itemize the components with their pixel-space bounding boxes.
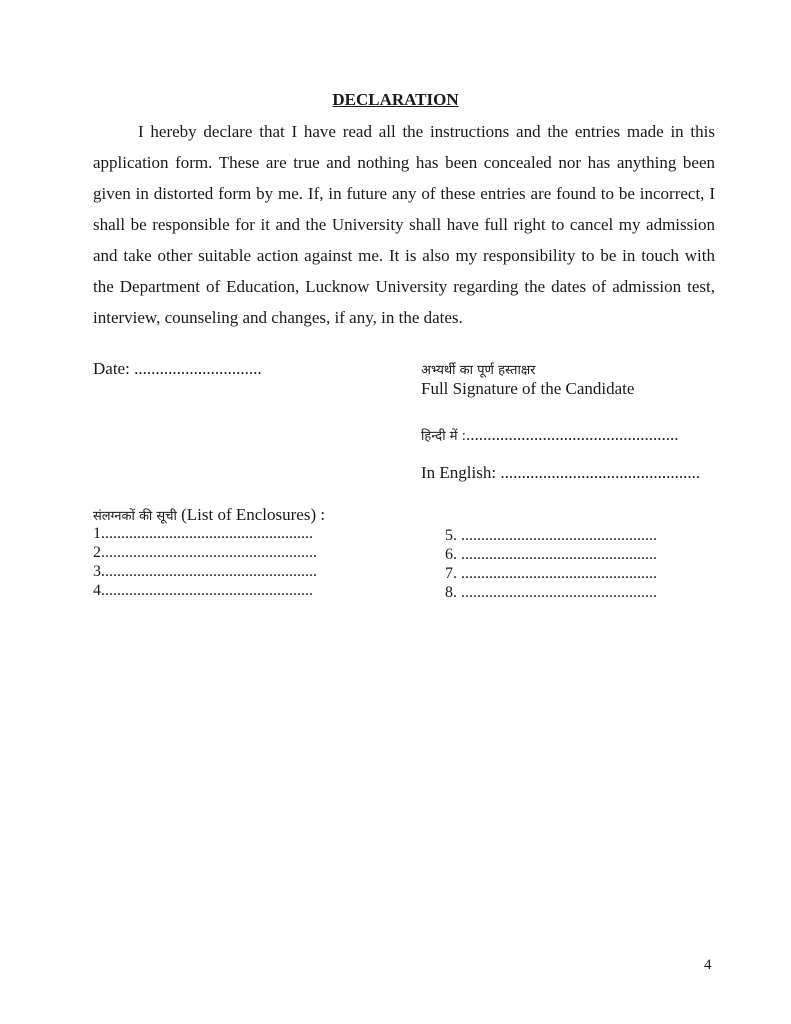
signature-hindi-label: हिन्दी में : xyxy=(421,429,466,444)
enclosures-left-list xyxy=(93,524,317,600)
enclosure-item-1: 1..................................................... xyxy=(93,525,313,542)
enclosure-item-2: 2...................................................... xyxy=(93,544,317,561)
signature-hindi-line xyxy=(421,425,678,445)
enclosure-item-3: 3...................................................... xyxy=(93,563,317,580)
signature-hindi-dots: .................................................. xyxy=(465,425,679,444)
date-field: Date: .............................. xyxy=(93,359,262,378)
signature-hindi-caption: अभ्यर्थी का पूर्ण हस्ताक्षर xyxy=(421,363,536,378)
enclosure-item-7: 7. ................................................. xyxy=(445,565,657,582)
enclosures-heading-english: (List of Enclosures) : xyxy=(181,505,326,524)
enclosure-item-4: 4..................................................... xyxy=(93,582,313,599)
enclosure-item-8: 8. ................................................. xyxy=(445,584,657,601)
declaration-heading: DECLARATION xyxy=(332,90,459,109)
signature-english-caption: Full Signature of the Candidate xyxy=(421,379,635,398)
enclosures-right-list xyxy=(445,526,657,602)
enclosure-item-5: 5. ................................................. xyxy=(445,527,657,544)
signature-english-line: In English: ............................................... xyxy=(421,463,701,482)
enclosure-item-6: 6. ................................................. xyxy=(445,546,657,563)
enclosures-heading xyxy=(93,505,325,525)
enclosures-heading-hindi: संलग्नकों की सूची xyxy=(93,509,177,524)
page-number: 4 xyxy=(704,957,712,973)
declaration-paragraph: I hereby declare that I have read all the instructions and the entries made in this application form. These are true and nothing has been concealed nor has anything been given in distorted form by me. If, in future any of these entries are found to be incorrect, I shall be responsible for it and the University shall have full right to cancel my admission and take other suitable action against me. It is also my responsibility to be in touch with the Department of Education, Lucknow University regarding the dates of admission test, interview, counseling and changes, if any, in the dates. xyxy=(93,122,715,327)
